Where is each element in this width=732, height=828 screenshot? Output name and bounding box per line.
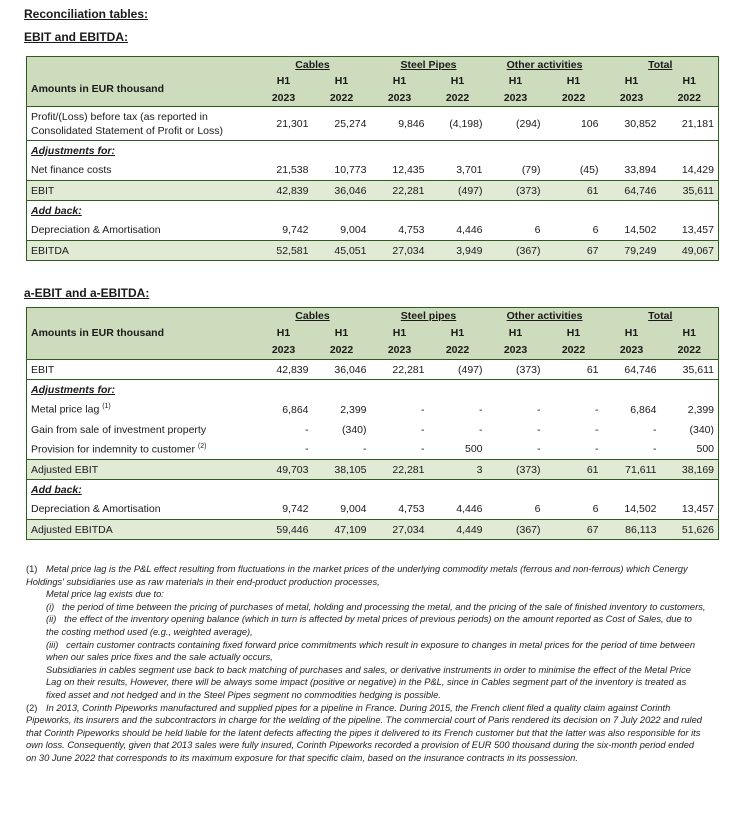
table-row [27, 460, 719, 480]
table-row [27, 201, 719, 221]
h1-header: H1 [566, 326, 581, 339]
row-label: Consolidated Statement of Profit or Loss) [31, 124, 224, 137]
cell: - [537, 423, 541, 436]
cell: 61 [545, 181, 603, 201]
h1-header: H1 [624, 75, 639, 87]
cell: 3,701 [456, 164, 483, 177]
cell: - [595, 423, 599, 436]
group-header: Other activities [506, 58, 583, 71]
cell: - [421, 423, 425, 436]
cell: - [537, 403, 541, 416]
year-header: 2022 [329, 91, 354, 104]
year-header: 2023 [503, 91, 528, 104]
cell: 49,703 [255, 460, 313, 480]
year-header: 2023 [271, 91, 296, 104]
cell: 38,169 [661, 460, 719, 480]
footnotes [26, 563, 706, 765]
footnote-ref: (2) [197, 443, 207, 450]
h1-header: H1 [682, 326, 696, 339]
cell: 61 [545, 460, 603, 480]
cell: 9,004 [340, 503, 367, 516]
cell: 4,446 [456, 224, 483, 237]
year-header: 2023 [387, 91, 412, 104]
year-header: 2023 [619, 344, 644, 357]
cell: 79,249 [603, 241, 661, 261]
cell: 35,611 [661, 181, 719, 201]
cell: 71,611 [603, 460, 661, 480]
year-header: 2022 [677, 91, 701, 104]
cell: 9,846 [371, 107, 429, 141]
year-header: 2023 [503, 344, 528, 357]
table-row [27, 221, 719, 241]
cell: - [305, 443, 309, 456]
cell: 500 [464, 443, 483, 456]
cell: 6,864 [630, 403, 657, 416]
cell: - [421, 403, 425, 416]
cell: - [479, 403, 483, 416]
cell: 52,581 [255, 241, 313, 261]
cell: 59,446 [255, 520, 313, 540]
cell: 14,502 [624, 503, 657, 516]
table-row [27, 420, 719, 440]
cell: 6 [534, 224, 541, 237]
section-label: Add back: [27, 480, 255, 500]
table-row [27, 480, 719, 500]
footnote-text: Metal price lag is the P&L effect resulting from fluctuations in the market prices of the underlying commodity metals (ferrous and non-ferrous) which Cenergy Holdings' subsidiaries use as raw materials in their end-product production processes, [26, 564, 688, 587]
cell: 21,181 [661, 107, 719, 141]
cell: 2,399 [340, 403, 367, 416]
h1-header: H1 [624, 326, 639, 339]
footnote-number: (1) [26, 564, 38, 574]
group-header: Total [648, 309, 673, 322]
table-row [27, 161, 719, 181]
cell: 4,446 [456, 503, 483, 516]
footnote-text: certain customer contracts containing fixed forward price commitments which result in exposure to changes in metal prices for the period of time between when our sales price fixes and the sale actually occurs, [46, 639, 696, 663]
cell: 500 [696, 443, 715, 456]
cell: - [363, 443, 367, 456]
h1-header: H1 [334, 75, 349, 87]
section-label: Adjustments for: [27, 141, 255, 161]
h1-header: H1 [276, 75, 291, 87]
cell: 6 [592, 224, 599, 237]
footnote-item-number: (i) [46, 601, 55, 612]
cell: 6,864 [282, 403, 309, 416]
cell: - [305, 423, 309, 436]
table-row [27, 520, 719, 540]
row-label: EBIT [27, 181, 255, 201]
cell: 42,839 [255, 181, 313, 201]
footnote-text: the effect of the inventory opening balance (which in turn is affected by metal prices of previous periods) on the amount reported as Cost of Sales, due to the costing method used (e.g., weighted average), [46, 614, 692, 637]
row-label: EBIT [27, 360, 255, 380]
cell: 30,852 [603, 107, 661, 141]
cell: 106 [545, 107, 603, 141]
footnote-text: Metal price lag exists due to: [46, 589, 164, 600]
table-row [27, 440, 719, 460]
footnote-item-number: (ii) [46, 614, 57, 625]
cell: 45,051 [313, 241, 371, 261]
group-header: Other activities [506, 309, 583, 322]
footnote-text: Subsidiaries in cables segment use back to back matching of purchases and sales, or derivative instruments in order to minimise the effect of the Metal Price Lag on their results, However, there will be always some impact (positive or negative) in the P&L, since in Cables segment part of the inventory is treated as fixed asset and not hedged and in the Steel Pipes segment no commodities hedging is possible. [46, 664, 691, 700]
table-row [27, 400, 719, 420]
group-header: Cables [295, 58, 330, 71]
h1-header: H1 [566, 75, 581, 87]
footnote-number: (2) [26, 702, 38, 713]
section-label: Adjustments for: [27, 380, 255, 400]
cell: (340) [341, 423, 367, 436]
cell: 14,502 [624, 224, 657, 237]
cell: 14,429 [681, 164, 714, 177]
row-label: Adjusted EBIT [27, 460, 255, 480]
cell: (4,198) [429, 107, 487, 141]
cell: - [595, 443, 599, 456]
a-ebit-heading: a-EBIT and a-EBITDA: [24, 286, 150, 300]
h1-header: H1 [450, 75, 465, 87]
cell: 22,281 [371, 181, 429, 201]
year-header: 2022 [561, 344, 586, 357]
cell: 4,449 [429, 520, 487, 540]
footnote-item [26, 613, 706, 638]
h1-header: H1 [682, 75, 696, 87]
cell: 9,742 [282, 503, 309, 516]
table-row [27, 360, 719, 380]
cell: 6 [592, 503, 599, 516]
year-header: 2022 [561, 91, 586, 104]
amounts-label: Amounts in EUR thousand [31, 83, 164, 96]
cell: 64,746 [603, 181, 661, 201]
cell: 36,046 [313, 360, 371, 380]
cell: 22,281 [371, 360, 429, 380]
footnote-item-number: (iii) [46, 639, 59, 650]
cell: 64,746 [603, 360, 661, 380]
cell: (367) [487, 241, 545, 261]
cell: (497) [429, 360, 487, 380]
row-label: Adjusted EBITDA [27, 520, 255, 540]
table-row [27, 181, 719, 201]
year-header: 2022 [677, 344, 701, 357]
footnote-2 [26, 702, 706, 765]
cell: 12,435 [392, 164, 425, 177]
footnote-text: the period of time between the pricing of purchases of metal, holding and processing the metal, and the pricing of the sale of finished inventory to customers, [62, 601, 706, 612]
year-header: 2023 [387, 344, 412, 357]
cell: (340) [689, 423, 715, 436]
footnote-item [26, 601, 706, 614]
row-label: Depreciation & Amortisation [31, 224, 161, 237]
cell: 21,538 [276, 164, 309, 177]
group-header: Steel Pipes [400, 58, 457, 71]
amounts-label: Amounts in EUR thousand [31, 326, 164, 339]
table-row [27, 241, 719, 261]
cell: 67 [545, 520, 603, 540]
year-header: 2022 [329, 344, 354, 357]
section-label: Add back: [27, 201, 255, 221]
cell: 61 [545, 360, 603, 380]
cell: (294) [487, 107, 545, 141]
cell: (367) [487, 520, 545, 540]
cell: 27,034 [371, 241, 429, 261]
year-header: 2023 [271, 344, 296, 357]
cell: (45) [579, 164, 599, 177]
cell: 4,753 [398, 503, 425, 516]
table-row [27, 380, 719, 400]
cell: 33,894 [624, 164, 657, 177]
row-label: Metal price lag [31, 403, 100, 416]
cell: (373) [487, 181, 545, 201]
cell: 9,004 [340, 224, 367, 237]
cell: 9,742 [282, 224, 309, 237]
cell: 4,753 [398, 224, 425, 237]
footnote-1 [26, 563, 706, 588]
cell: 22,281 [371, 460, 429, 480]
ebit-ebitda-table [26, 56, 719, 261]
cell: 35,611 [661, 360, 719, 380]
cell: (373) [487, 460, 545, 480]
year-header: 2023 [619, 91, 644, 104]
reconciliation-heading: Reconciliation tables: [24, 7, 149, 21]
cell: - [653, 423, 657, 436]
footnote-item [26, 639, 706, 664]
year-header: 2022 [445, 344, 470, 357]
h1-header: H1 [508, 75, 523, 87]
h1-header: H1 [508, 326, 523, 339]
cell: 51,626 [661, 520, 719, 540]
h1-header: H1 [450, 326, 465, 339]
row-label: EBITDA [27, 241, 255, 261]
cell: 36,046 [313, 181, 371, 201]
cell: - [653, 443, 657, 456]
row-label: Net finance costs [31, 164, 112, 177]
cell: - [421, 443, 425, 456]
ebit-ebitda-heading: EBIT and EBITDA: [24, 30, 128, 44]
cell: (79) [521, 164, 541, 177]
cell: (373) [487, 360, 545, 380]
cell: - [595, 403, 599, 416]
h1-header: H1 [276, 326, 291, 339]
row-label: Profit/(Loss) before tax (as reported in [31, 110, 208, 123]
cell: 13,457 [681, 503, 715, 516]
cell: 27,034 [371, 520, 429, 540]
cell: 3 [429, 460, 487, 480]
row-label: Gain from sale of investment property [31, 423, 207, 436]
group-header: Steel pipes [400, 309, 457, 322]
table-row [27, 500, 719, 520]
cell: 47,109 [313, 520, 371, 540]
cell: (497) [429, 181, 487, 201]
group-header: Cables [295, 309, 330, 322]
cell: 2,399 [687, 403, 715, 416]
cell: 6 [534, 503, 541, 516]
footnote-ref: (1) [102, 403, 111, 411]
cell: 49,067 [661, 241, 719, 261]
cell: - [537, 443, 541, 456]
table-row [27, 107, 719, 141]
cell: - [479, 423, 483, 436]
cell: 21,301 [255, 107, 313, 141]
h1-header: H1 [334, 326, 349, 339]
table-row [27, 141, 719, 161]
cell: 67 [545, 241, 603, 261]
a-ebit-ebitda-table [26, 307, 719, 540]
cell: 3,949 [429, 241, 487, 261]
cell: 38,105 [313, 460, 371, 480]
group-header: Total [648, 58, 673, 71]
year-header: 2022 [445, 91, 470, 104]
cell: 13,457 [681, 224, 714, 237]
cell: 86,113 [603, 520, 661, 540]
cell: 10,773 [334, 164, 367, 177]
cell: 42,839 [255, 360, 313, 380]
cell: 25,274 [313, 107, 371, 141]
row-label: Depreciation & Amortisation [31, 503, 161, 516]
row-label: Provision for indemnity to customer [31, 443, 195, 456]
footnote-text: In 2013, Corinth Pipeworks manufactured and supplied pipes for a pipeline in France. During 2015, the French client filed a quality claim against Corinth Pipeworks, its insurers and the subcontractors in charge for the welding of the pipeline. The commercial court of Paris rendered its decision on 7 July 2022 and ruled that Corinth Pipeworks should be held liable for the latent defects affecting the pipes it delivered to its French customer but that the latter was also responsible for its own loss. Consequently, given that 2013 sales were fully insured, Corinth Pipeworks recorded a provision of EUR 500 thousand during the six-month period ended on 30 June 2022 that corresponds to its maximum exposure for that specific claim, based on the insurance contracts in its possession. [26, 702, 702, 763]
h1-header: H1 [392, 75, 407, 87]
h1-header: H1 [392, 326, 407, 339]
